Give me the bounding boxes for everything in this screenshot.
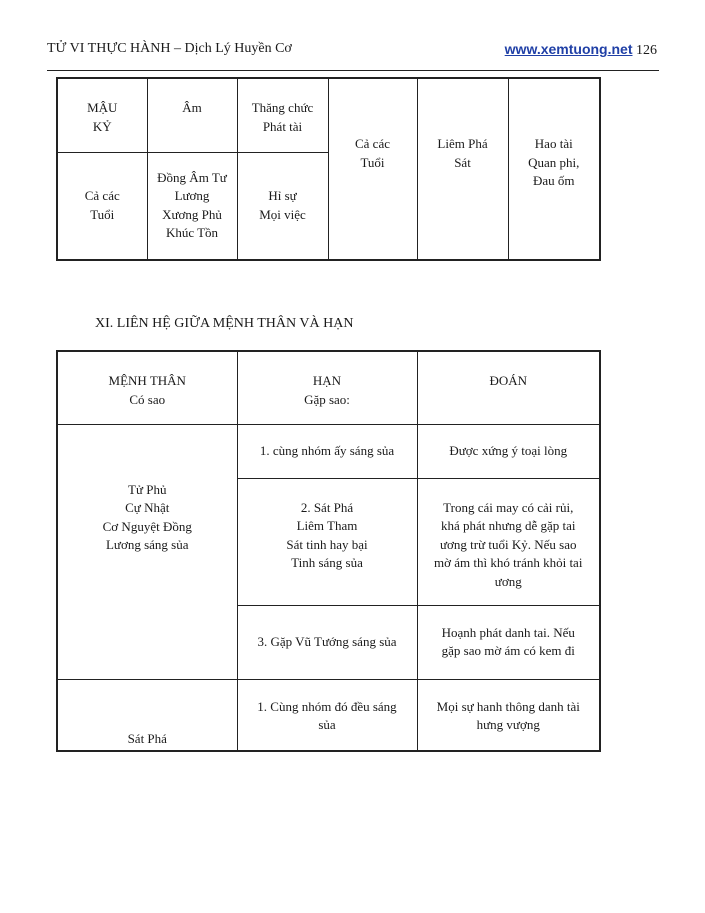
cell-line: 2. Sát Phá bbox=[300, 499, 354, 515]
header-menh-than bbox=[57, 351, 237, 424]
cell-line: Cự Nhật bbox=[125, 500, 170, 515]
cell-line: Xương Phủ bbox=[162, 206, 222, 222]
cell-line: Có sao bbox=[129, 391, 166, 407]
cell-line: HẠN bbox=[312, 373, 342, 388]
cell-line: Quan phi, bbox=[528, 154, 580, 170]
cell-line: Trong cái may có cải rủi, bbox=[443, 499, 574, 515]
cell-line: Gặp sao: bbox=[304, 391, 350, 407]
t1-r1-c2 bbox=[147, 78, 237, 152]
cell-line: ương bbox=[494, 573, 522, 589]
cell-line: Thăng chức bbox=[251, 100, 314, 115]
cell-line: Liêm Tham bbox=[296, 518, 358, 533]
cell-line: Tinh sáng sủa bbox=[291, 555, 363, 570]
cell-line: MẬU bbox=[87, 100, 118, 115]
cell-line: Cả các bbox=[354, 136, 390, 151]
cell-line: Lương sáng sủa bbox=[105, 537, 189, 552]
cell-line: ĐOÁN bbox=[489, 373, 528, 388]
site-link[interactable]: www.xemtuong.net bbox=[504, 41, 633, 57]
cell-line: Đồng Âm Tư bbox=[157, 169, 227, 185]
cell-line: Lương bbox=[174, 188, 210, 204]
group2-row1-han bbox=[237, 679, 417, 751]
mau-ky-table bbox=[56, 77, 601, 261]
cell-line: Phát tài bbox=[262, 118, 303, 134]
cell-line: mờ ám thì khó tránh khỏi tai bbox=[434, 555, 583, 570]
group2-row1-doan bbox=[417, 679, 600, 751]
cell-line: Mọi sự hanh thông danh tài bbox=[436, 698, 580, 714]
t1-c5 bbox=[417, 78, 508, 260]
cell-line: ương trừ tuổi Kỷ. Nếu sao bbox=[439, 536, 577, 552]
group1-row2-han bbox=[237, 478, 417, 605]
cell-line: hưng vượng bbox=[476, 717, 540, 732]
t1-c4 bbox=[328, 78, 417, 260]
cell-line: Cả các bbox=[84, 188, 120, 204]
cell-line: 1. cùng nhóm ấy sáng sủa bbox=[259, 442, 395, 458]
document-header-title: TỬ VI THỰC HÀNH – Dịch Lý Huyền Cơ bbox=[47, 41, 292, 56]
cell-line: khá phát nhưng dễ gặp tai bbox=[441, 518, 576, 533]
cell-line: Hỉ sự bbox=[268, 188, 297, 204]
group2-menh-than bbox=[57, 679, 237, 751]
cell-line: Âm bbox=[182, 100, 202, 115]
cell-line: Liêm Phá bbox=[437, 136, 488, 151]
t1-r2-c1 bbox=[57, 152, 147, 260]
cell-line: Hao tài bbox=[534, 136, 573, 151]
cell-line: Hoạnh phát danh tai. Nếu bbox=[441, 624, 575, 640]
section-title: XI. LIÊN HỆ GIỮA MỆNH THÂN VÀ HẠN bbox=[95, 316, 354, 331]
cell-line: Tuổi bbox=[90, 206, 115, 222]
t1-r1-c1 bbox=[57, 78, 147, 152]
cell-line: KỶ bbox=[92, 118, 112, 134]
group1-row2-doan bbox=[417, 478, 600, 605]
cell-line: Mọi việc bbox=[259, 206, 306, 222]
group1-row3-doan bbox=[417, 605, 600, 679]
group1-menh-than bbox=[57, 424, 237, 679]
t1-r2-c3 bbox=[237, 152, 328, 260]
cell-line: Tuổi bbox=[360, 154, 385, 170]
cell-line: MỆNH THÂN bbox=[108, 373, 186, 388]
cell-line: Sát bbox=[454, 154, 471, 170]
page-number: 126 bbox=[636, 43, 657, 58]
cell-line: Cơ Nguyệt Đồng bbox=[102, 518, 192, 534]
cell-line: Sát tinh hay bại bbox=[286, 536, 368, 552]
group1-row3-han bbox=[237, 605, 417, 679]
header-han bbox=[237, 351, 417, 424]
cell-line: 3. Gặp Vũ Tướng sáng sủa bbox=[257, 633, 397, 649]
cell-line: gặp sao mờ ám có kem đi bbox=[441, 643, 575, 658]
group1-row1-han bbox=[237, 424, 417, 478]
cell-line: sủa bbox=[318, 717, 336, 732]
cell-line: Đau ốm bbox=[532, 173, 575, 188]
t1-r1-c3 bbox=[237, 78, 328, 152]
header-doan bbox=[417, 351, 600, 424]
group1-row1-doan bbox=[417, 424, 600, 478]
cell-line: Khúc Tồn bbox=[165, 225, 219, 241]
cell-line: 1. Cùng nhóm đó đều sáng bbox=[257, 698, 397, 714]
cell-line: Sát Phá bbox=[127, 730, 167, 746]
t1-r2-c2 bbox=[147, 152, 237, 260]
cell-line: Được xứng ý toại lòng bbox=[449, 442, 568, 458]
document-header-right bbox=[505, 41, 657, 59]
menh-than-han-table bbox=[56, 350, 601, 752]
t1-c6 bbox=[508, 78, 600, 260]
cell-line: Tử Phủ bbox=[128, 481, 167, 497]
header-divider bbox=[47, 70, 659, 71]
